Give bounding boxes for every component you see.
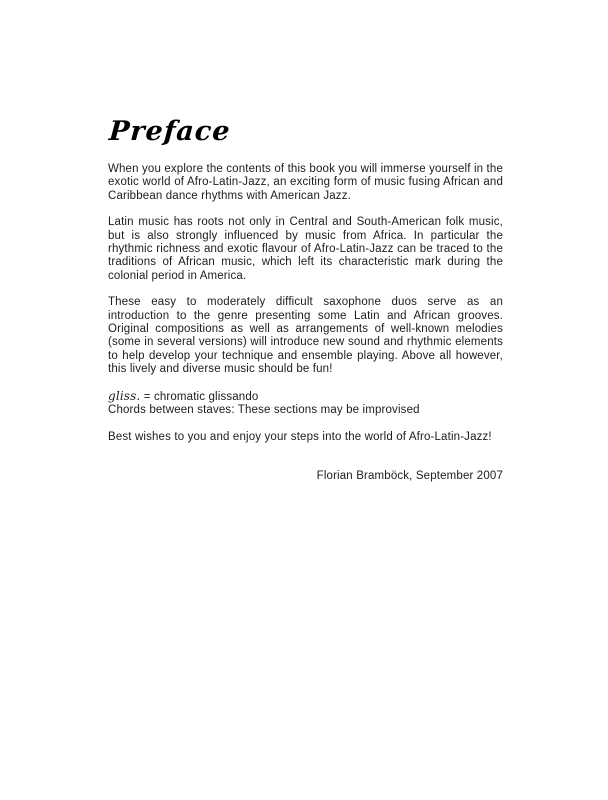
notation-notes — [108, 390, 503, 418]
gliss-term: gliss. — [108, 388, 141, 403]
author-signature: Florian Bramböck, September 2007 — [316, 469, 503, 482]
paragraph-intro: When you explore the contents of this book you will immerse yourself in the exotic world of Afro-Latin-Jazz, an exciting form of music fusing African and Caribbean dance rhythms with American Jazz. — [108, 163, 503, 202]
gliss-note — [108, 390, 503, 404]
page-title: Preface — [108, 116, 232, 147]
preface-content — [108, 116, 503, 482]
paragraph-closing: Best wishes to you and enjoy your steps into the world of Afro-Latin-Jazz! — [108, 430, 492, 443]
paragraph-latin-roots: Latin music has roots not only in Central and South-American folk music, but is also strongly influenced by music from Africa. In particular the rhythmic richness and exotic flavour of Afro-Latin-Jazz can be traced to the traditions of African music, which left its characteristic mark during the colonial period in America. — [108, 216, 503, 282]
chords-note: Chords between staves: These sections may be improvised — [108, 404, 420, 417]
gliss-definition: = chromatic glissando — [143, 390, 259, 403]
paragraph-duos: These easy to moderately difficult saxophone duos serve as an introduction to the genre presenting some Latin and African grooves. Original compositions as well as arrangements of well-known melodies (some in several versions) will introduce new sound and rhythmic elements to help develop your technique and ensemble playing. Above all however, this lively and diverse music should be fun! — [108, 296, 503, 376]
